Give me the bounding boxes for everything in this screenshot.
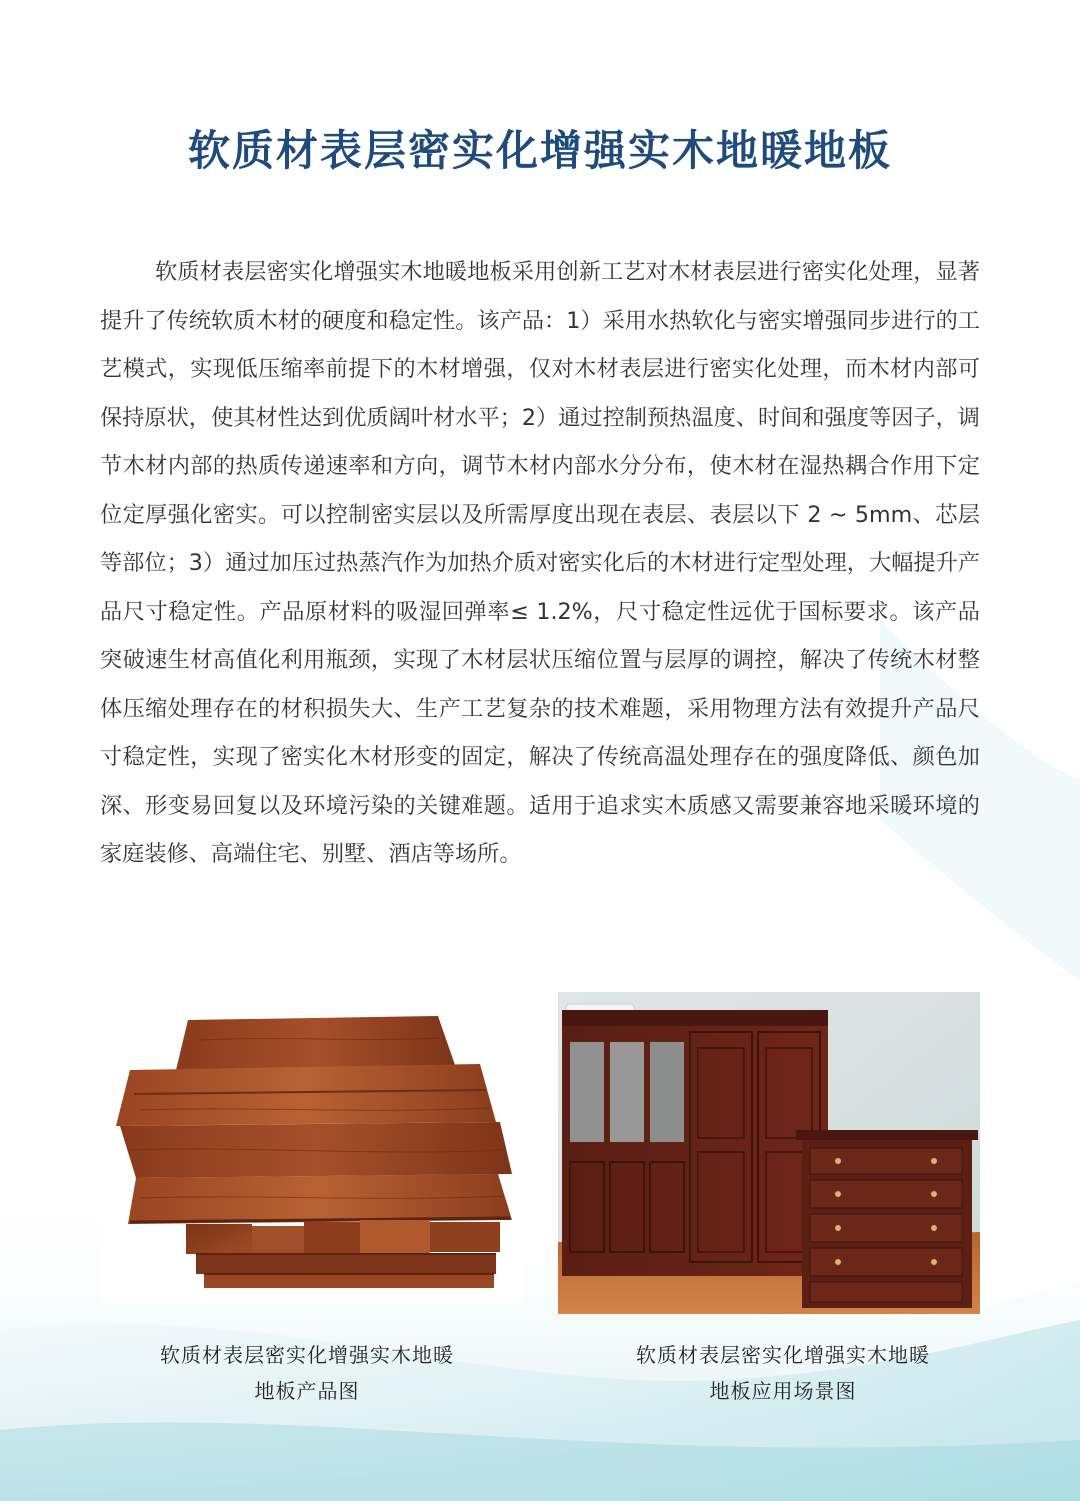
wood-planks-illustration [100, 990, 524, 1304]
page-title: 软质材表层密实化增强实木地暖地板 [187, 126, 892, 175]
product-photo [100, 990, 524, 1304]
room-scene-illustration [558, 992, 980, 1314]
figure-caption-scene [572, 1337, 994, 1409]
caption-line: 地板产品图 [254, 1379, 360, 1403]
caption-line: 软质材表层密实化增强实木地暖 [160, 1343, 454, 1367]
caption-line: 软质材表层密实化增强实木地暖 [636, 1343, 930, 1367]
body-paragraph: 软质材表层密实化增强实木地暖地板采用创新工艺对木材表层进行密实化处理，显著提升了传统软质木材的硬度和稳定性。该产品：1）采用水热软化与密实增强同步进行的工艺模式，实现低压缩率前提下的木材增强，仅对木材表层进行密实化处理，而木材内部可保持原状，使其材性达到优质阔叶材水平；2）通过控制预热温度、时间和强度等因子，调节木材内部的热质传递速率和方向，调节木材内部水分分布，使木材在湿热耦合作用下定位定厚强化密实。可以控制密实层以及所需厚度出现在表层、表层以下 2 ~ 5mm、芯层等部位；3）通过加压过热蒸汽作为加热介质对密实化后的木材进行定型处理，大幅提升产品尺寸稳定性。产品原材料的吸湿回弹率≤ 1.2%，尺寸稳定性远优于国标要求。该产品突破速生材高值化利用瓶颈，实现了木材层状压缩位置与层厚的调控，解决了传统木材整体压缩处理存在的材积损失大、生产工艺复杂的技术难题，采用物理方法有效提升产品尺寸稳定性，实现了密实化木材形变的固定，解决了传统高温处理存在的强度降低、颜色加深、形变易回复以及环境污染的关键难题。适用于追求实木质感又需要兼容地采暖环境的家庭装修、高端住宅、别墅、酒店等场所。 [100, 259, 980, 867]
application-scene-photo [558, 992, 980, 1314]
caption-line: 地板应用场景图 [709, 1379, 857, 1403]
figure-caption-product [96, 1337, 518, 1409]
